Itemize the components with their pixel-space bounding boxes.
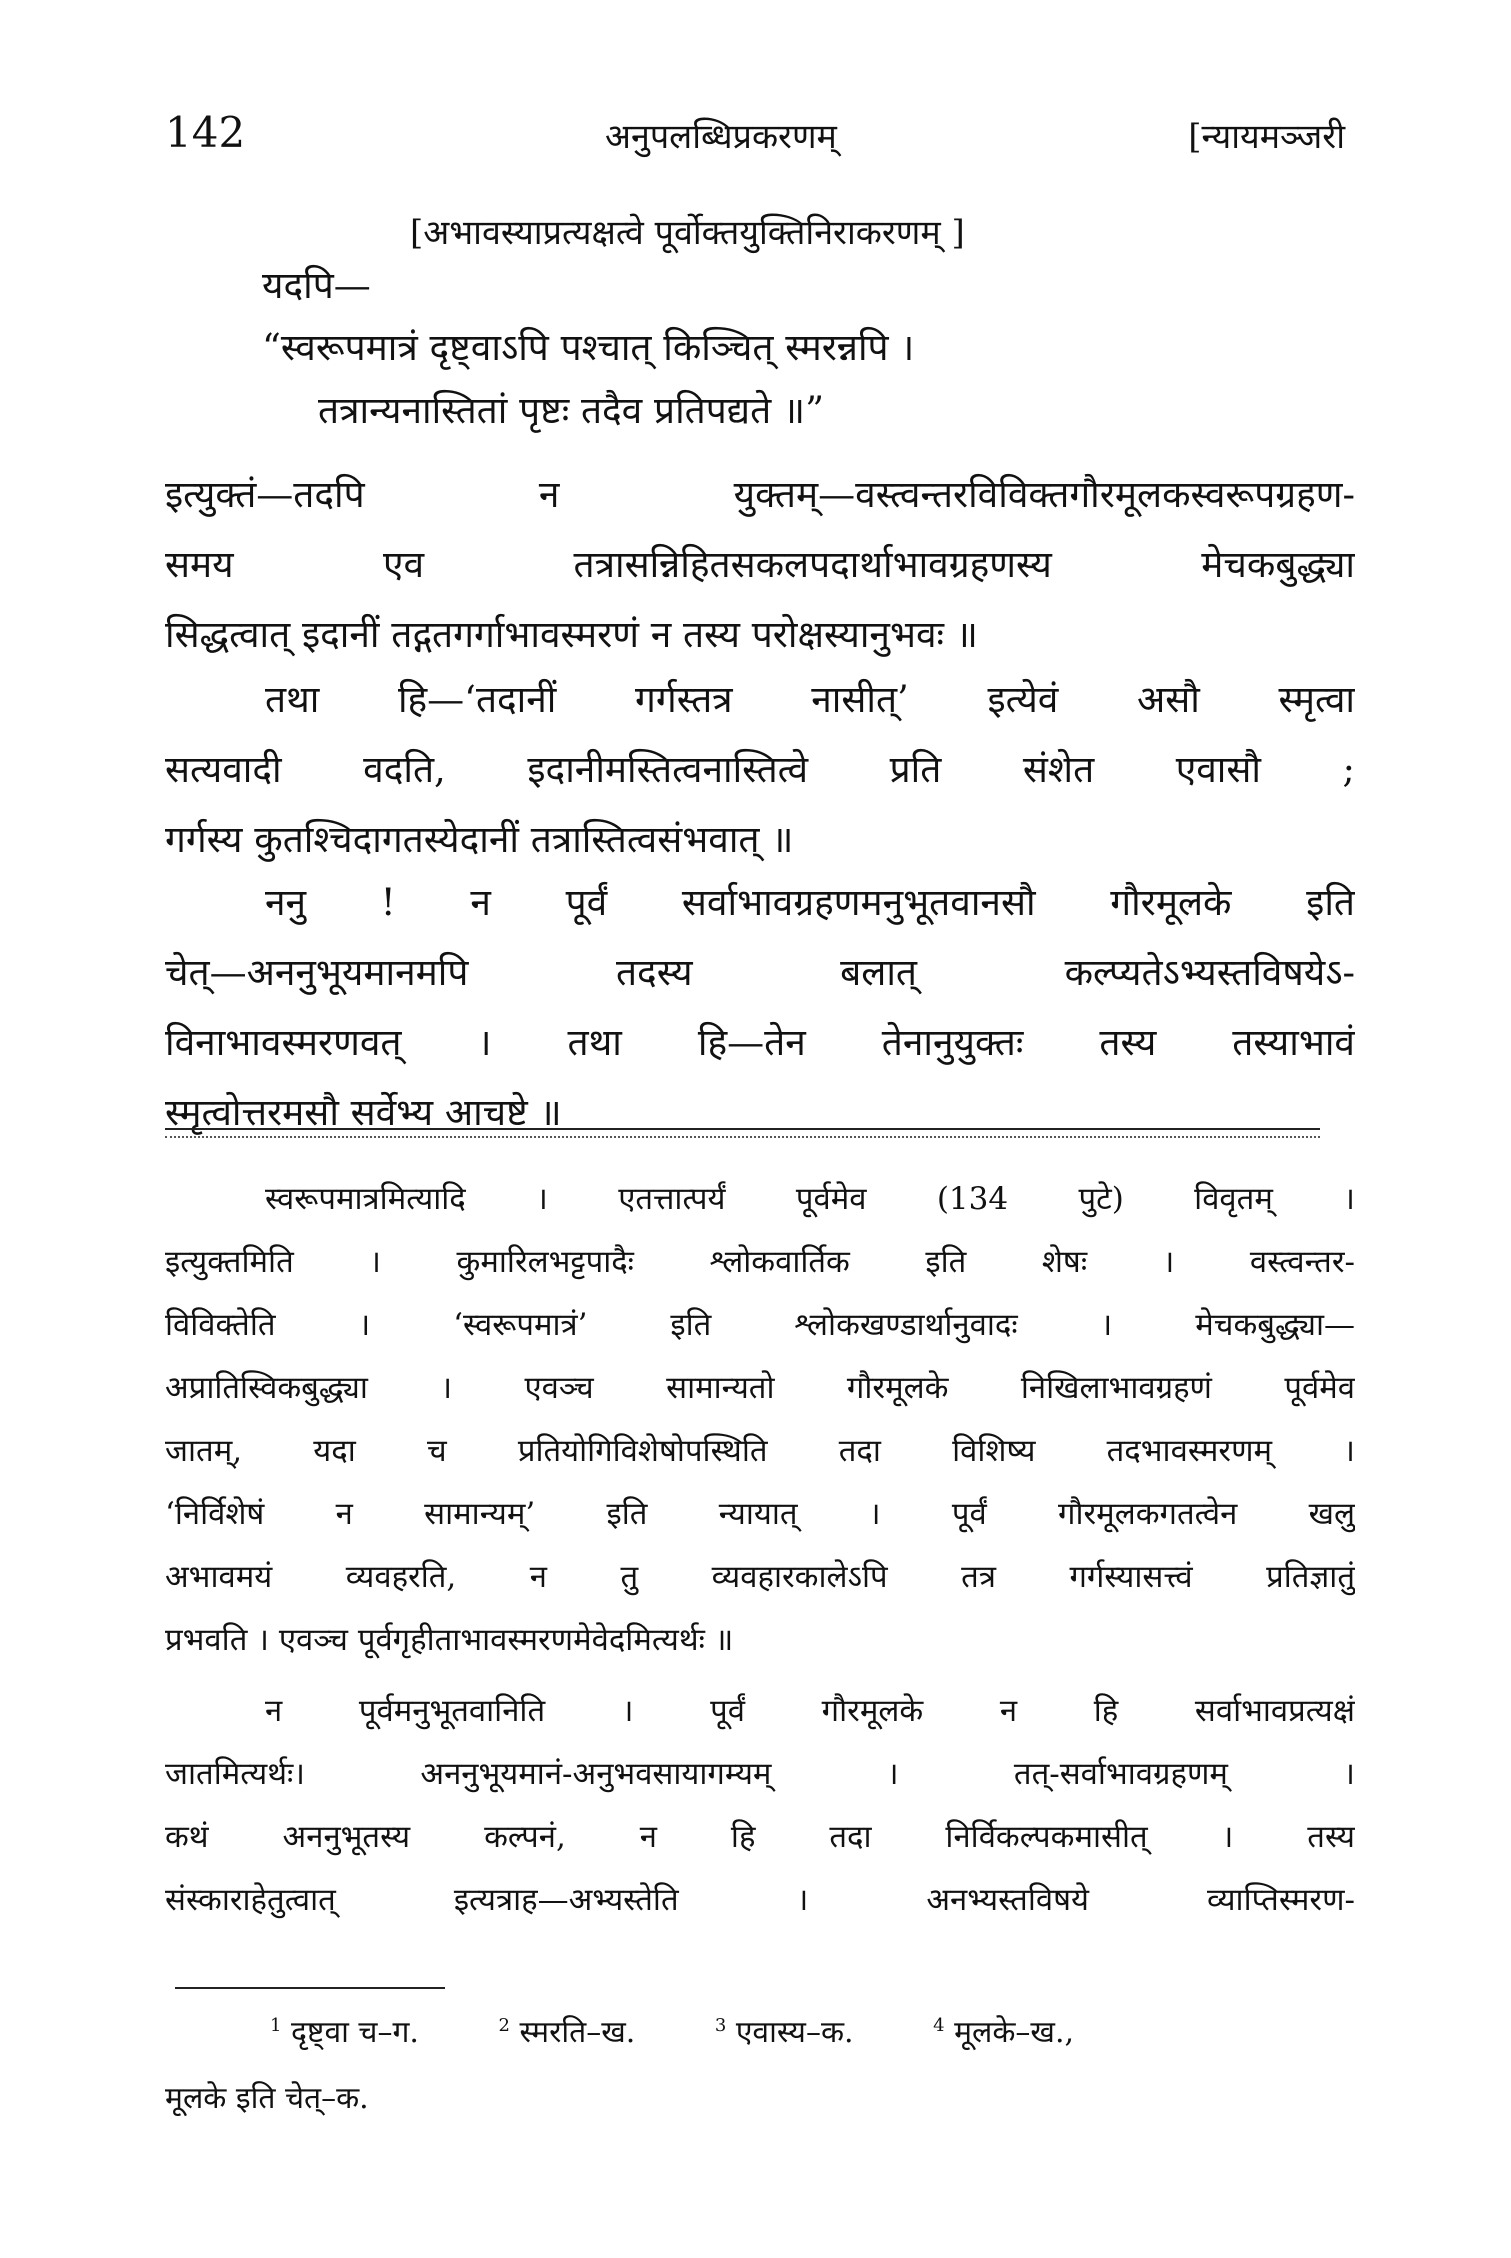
text-line: विनाभावस्मरणवत् । तथा हि—तेन तेनानुयुक्तः तस्य तस्याभावं — [165, 1021, 1355, 1064]
main-paragraph-3 — [165, 868, 1355, 1148]
footnote-2 — [498, 2010, 635, 2051]
footnote-marker: 1 — [270, 2015, 282, 2036]
text-line: सत्यवादी वदति, इदानीमस्तित्वनास्तित्वे प्रति संशेत एवासौ ; — [165, 748, 1355, 791]
verse-line-1: “स्वरूपमात्रं दृष्ट्वाऽपि पश्चात् किञ्चित् स्मरन्नपि । — [262, 326, 915, 369]
commentary-divider — [165, 1128, 1320, 1138]
footnote-row — [165, 2010, 1355, 2076]
footnote-row — [165, 2076, 1355, 2142]
commentary-line: संस्काराहेतुत्वात् इत्यत्राह—अभ्यस्तेति । अनभ्यस्तविषये व्याप्तिस्मरण- — [165, 1882, 1355, 1918]
text-line: सिद्धत्वात् इदानीं तद्गतगर्गाभावस्मरणं न तस्य परोक्षस्यानुभवः ॥ — [165, 613, 978, 656]
commentary-line: स्वरूपमात्रमित्यादि । एतत्तात्पर्यं पूर्वमेव (134 पुटे) विवृतम् । — [265, 1181, 1355, 1217]
text-line: स्मृत्वोत्तरमसौ सर्वेभ्य आचष्टे ॥ — [165, 1091, 562, 1134]
page-number: 142 — [165, 108, 246, 157]
opening-line: यदपि— — [262, 264, 371, 307]
book-title: [न्यायमञ्जरी — [1188, 117, 1345, 157]
commentary-line: न पूर्वमनुभूतवानिति । पूर्वं गौरमूलके न हि सर्वाभावप्रत्यक्षं — [265, 1693, 1355, 1729]
text-line: इत्युक्तं—तदपि न युक्तम्—वस्त्वन्तरविविक्तगौरमूलकस्वरूपग्रहण- — [165, 473, 1355, 516]
footnote-text: स्मरति–ख. — [519, 2015, 636, 2050]
footnote-text: मूलके–ख., — [954, 2015, 1075, 2050]
text-line: गर्गस्य कुतश्चिदागतस्येदानीं तत्रास्तित्वसंभवात् ॥ — [165, 818, 794, 861]
main-paragraph-2 — [165, 665, 1355, 875]
text-line: समय एव तत्रासन्निहितसकलपदार्थाभावग्रहणस्य मेचकबुद्ध्या — [165, 543, 1355, 586]
section-heading: [अभावस्याप्रत्यक्षत्वे पूर्वोक्तयुक्तिनिराकरणम् ] — [410, 213, 965, 253]
commentary-line: जातम्, यदा च प्रतियोगिविशेषोपस्थिति तदा विशिष्य तदभावस्मरणम् । — [165, 1433, 1355, 1469]
footnote-3 — [715, 2010, 854, 2051]
footnotes — [165, 2010, 1355, 2142]
commentary-line: अभावमयं व्यवहरति, न तु व्यवहारकालेऽपि तत्र गर्गस्यासत्त्वं प्रतिज्ञातुं — [165, 1559, 1355, 1595]
footnote-marker: 2 — [498, 2015, 510, 2036]
commentary-line: अप्रातिस्विकबुद्ध्या । एवञ्च सामान्यतो गौरमूलके निखिलाभावग्रहणं पूर्वमेव — [165, 1370, 1355, 1406]
commentary-line: प्रभवति । एवञ्च पूर्वगृहीताभावस्मरणमेवेदमित्यर्थः ॥ — [165, 1622, 734, 1658]
footnote-1 — [270, 2010, 419, 2051]
footnote-4 — [933, 2010, 1074, 2051]
text-line: चेत्—अननुभूयमानमपि तदस्य बलात् कल्प्यतेऽभ्यस्तविषयेऽ- — [165, 951, 1355, 994]
main-paragraph-1 — [165, 460, 1355, 670]
commentary-line: कथं अननुभूतस्य कल्पनं, न हि तदा निर्विकल्पकमासीत् । तस्य — [165, 1819, 1355, 1855]
footnote-rule — [175, 1987, 445, 1989]
text-line: ननु ! न पूर्वं सर्वाभावग्रहणमनुभूतवानसौ गौरमूलके इति — [265, 881, 1355, 924]
footnote-4-continuation: मूलके इति चेत्–क. — [165, 2081, 369, 2116]
text-line: तथा हि—‘तदानीं गर्गस्तत्र नासीत्’ इत्येवं असौ स्मृत्वा — [265, 678, 1355, 721]
footnote-marker: 3 — [714, 2015, 727, 2036]
commentary-line: इत्युक्तमिति । कुमारिलभट्टपादैः श्लोकवार्तिक इति शेषः । वस्त्वन्तर- — [165, 1244, 1355, 1280]
running-head: अनुपलब्धिप्रकरणम् — [605, 117, 837, 157]
footnote-text: दृष्ट्वा च–ग. — [291, 2015, 419, 2050]
commentary-line: विविक्तेति । ‘स्वरूपमात्रं’ इति श्लोकखण्डार्थानुवादः । मेचकबुद्ध्या— — [165, 1307, 1355, 1343]
page-header — [165, 108, 1365, 168]
verse-line-2: तत्रान्यनास्तितां पृष्टः तदैव प्रतिपद्यते ॥” — [318, 389, 825, 432]
footnote-text: एवास्य–क. — [735, 2015, 854, 2050]
commentary-line: जातमित्यर्थः। अननुभूयमानं-अनुभवसायागम्यम् । तत्-सर्वाभावग्रहणम् । — [165, 1756, 1355, 1792]
commentary-line: ‘निर्विशेषं न सामान्यम्’ इति न्यायात् । पूर्वं गौरमूलकगतत्वेन खलु — [165, 1496, 1355, 1532]
commentary-paragraph-2 — [165, 1680, 1355, 1932]
commentary-paragraph-1 — [165, 1168, 1355, 1672]
footnote-marker: 4 — [933, 2015, 945, 2036]
